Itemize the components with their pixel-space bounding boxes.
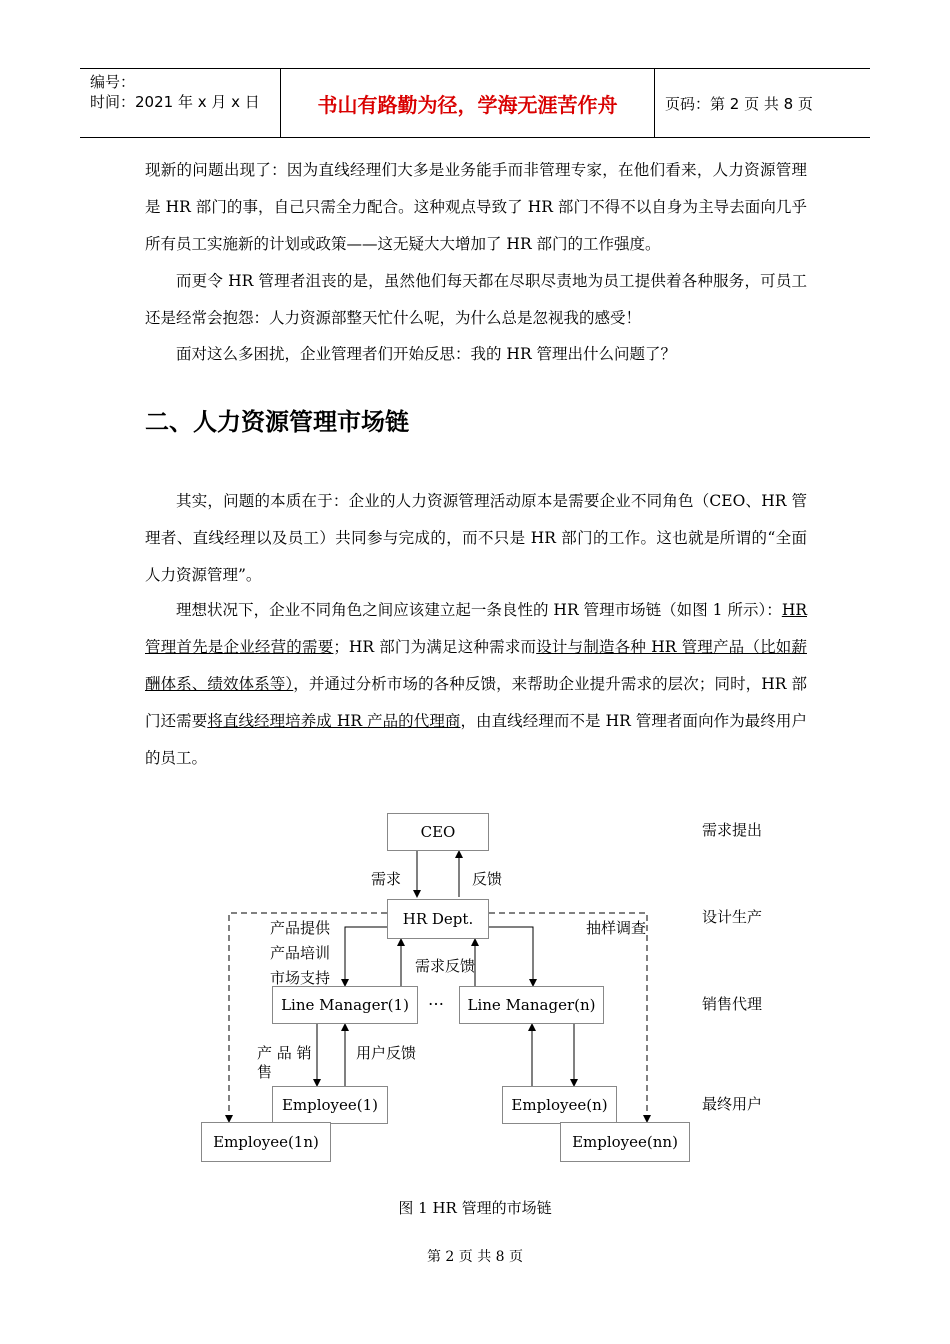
box-line-manager-n: Line Manager(n) <box>459 986 604 1024</box>
paragraph-4: 其实，问题的本质在于：企业的人力资源管理活动原本是需要企业不同角色（CEO、HR 管理者、直线经理以及员工）共同参与完成的，而不只是 HR 部门的工作。这也就是所谓的“全面人力资源管理”。 <box>145 492 807 584</box>
header-motto: 书山有路勤为径，学海无涯苦作舟 <box>281 69 655 137</box>
label-sampling-survey: 抽样调查 <box>586 919 647 937</box>
section-heading: 二、人力资源管理市场链 <box>145 408 409 436</box>
label-feedback: 反馈 <box>472 870 503 888</box>
box-ceo: CEO <box>387 813 489 851</box>
arrow-hr-to-lmn <box>489 927 533 986</box>
label-market-support: 市场支持 <box>270 969 331 987</box>
box-employee-n: Employee(n) <box>502 1086 617 1124</box>
box-hr-dept: HR Dept. <box>387 899 489 939</box>
label-product-sales-line2: 售 <box>257 1063 273 1081</box>
paragraph-2: 而更令 HR 管理者沮丧的是，虽然他们每天都在尽职尽责地为员工提供着各种服务，可员工还是经常会抱怨：人力资源部整天忙什么呢，为什么总是忽视我的感受！ <box>145 272 807 327</box>
box-employee-1: Employee(1) <box>272 1086 388 1124</box>
label-demand: 需求 <box>371 870 402 888</box>
p5-text-b: ；HR 部门为满足这种需求而 <box>333 638 537 656</box>
p5-underline-2: 设计与制造各种 HR 管理产品（比如薪酬体系、绩效体系等） <box>145 638 807 693</box>
tier-sales-agent: 销售代理 <box>702 995 763 1013</box>
doc-time-label: 时间：2021 年 x 月 x 日 <box>90 93 260 111</box>
label-ellipsis: … <box>428 990 444 1009</box>
p5-underline-1: HR 管理首先是企业经营的需要 <box>145 601 807 656</box>
paragraph-3: 面对这么多困扰，企业管理者们开始反思：我的 HR 管理出什么问题了？ <box>176 345 677 363</box>
tier-end-user: 最终用户 <box>702 1095 763 1113</box>
label-product-supply: 产品提供 <box>270 919 331 937</box>
label-user-feedback: 用户反馈 <box>356 1044 417 1062</box>
p5-text-a: 理想状况下，企业不同角色之间应该建立起一条良性的 HR 管理市场链（如图 1 所示）： <box>176 601 782 619</box>
box-employee-nn: Employee(nn) <box>560 1122 690 1162</box>
page-footer: 第 2 页 共 8 页 <box>426 1249 524 1265</box>
figure-caption: 图 1 HR 管理的市场链 <box>398 1199 552 1217</box>
tier-demand-raise: 需求提出 <box>702 821 763 839</box>
header-page-number: 页码：第 2 页 共 8 页 <box>665 94 813 113</box>
doc-number-label: 编号： <box>90 73 136 91</box>
tier-design-produce: 设计生产 <box>702 908 763 926</box>
label-demand-feedback: 需求反馈 <box>415 957 476 975</box>
box-line-manager-1: Line Manager(1) <box>272 986 418 1024</box>
p5-text-d: ，由直线经理而不是 HR 管理者面向作为最终用户的员工。 <box>145 712 807 767</box>
box-employee-1n: Employee(1n) <box>201 1122 331 1162</box>
label-product-training: 产品培训 <box>270 944 331 962</box>
arrow-hr-to-lm1 <box>345 927 387 986</box>
p5-text-c: ，并通过分析市场的各种反馈，来帮助企业提升需求的层次；同时，HR 部门还需要 <box>145 675 807 730</box>
p5-underline-3: 将直线经理培养成 HR 产品的代理商 <box>207 712 461 730</box>
label-product-sales-line1: 产 品 销 <box>257 1044 312 1062</box>
paragraph-1: 现新的问题出现了：因为直线经理们大多是业务能手而非管理专家，在他们看来，人力资源管理是 HR 部门的事，自己只需全力配合。这种观点导致了 HR 部门不得不以自身为主导去面向几乎所有员工实施新的计划或政策——这无疑大大增加了 HR 部门的工作强度。 <box>145 161 807 253</box>
